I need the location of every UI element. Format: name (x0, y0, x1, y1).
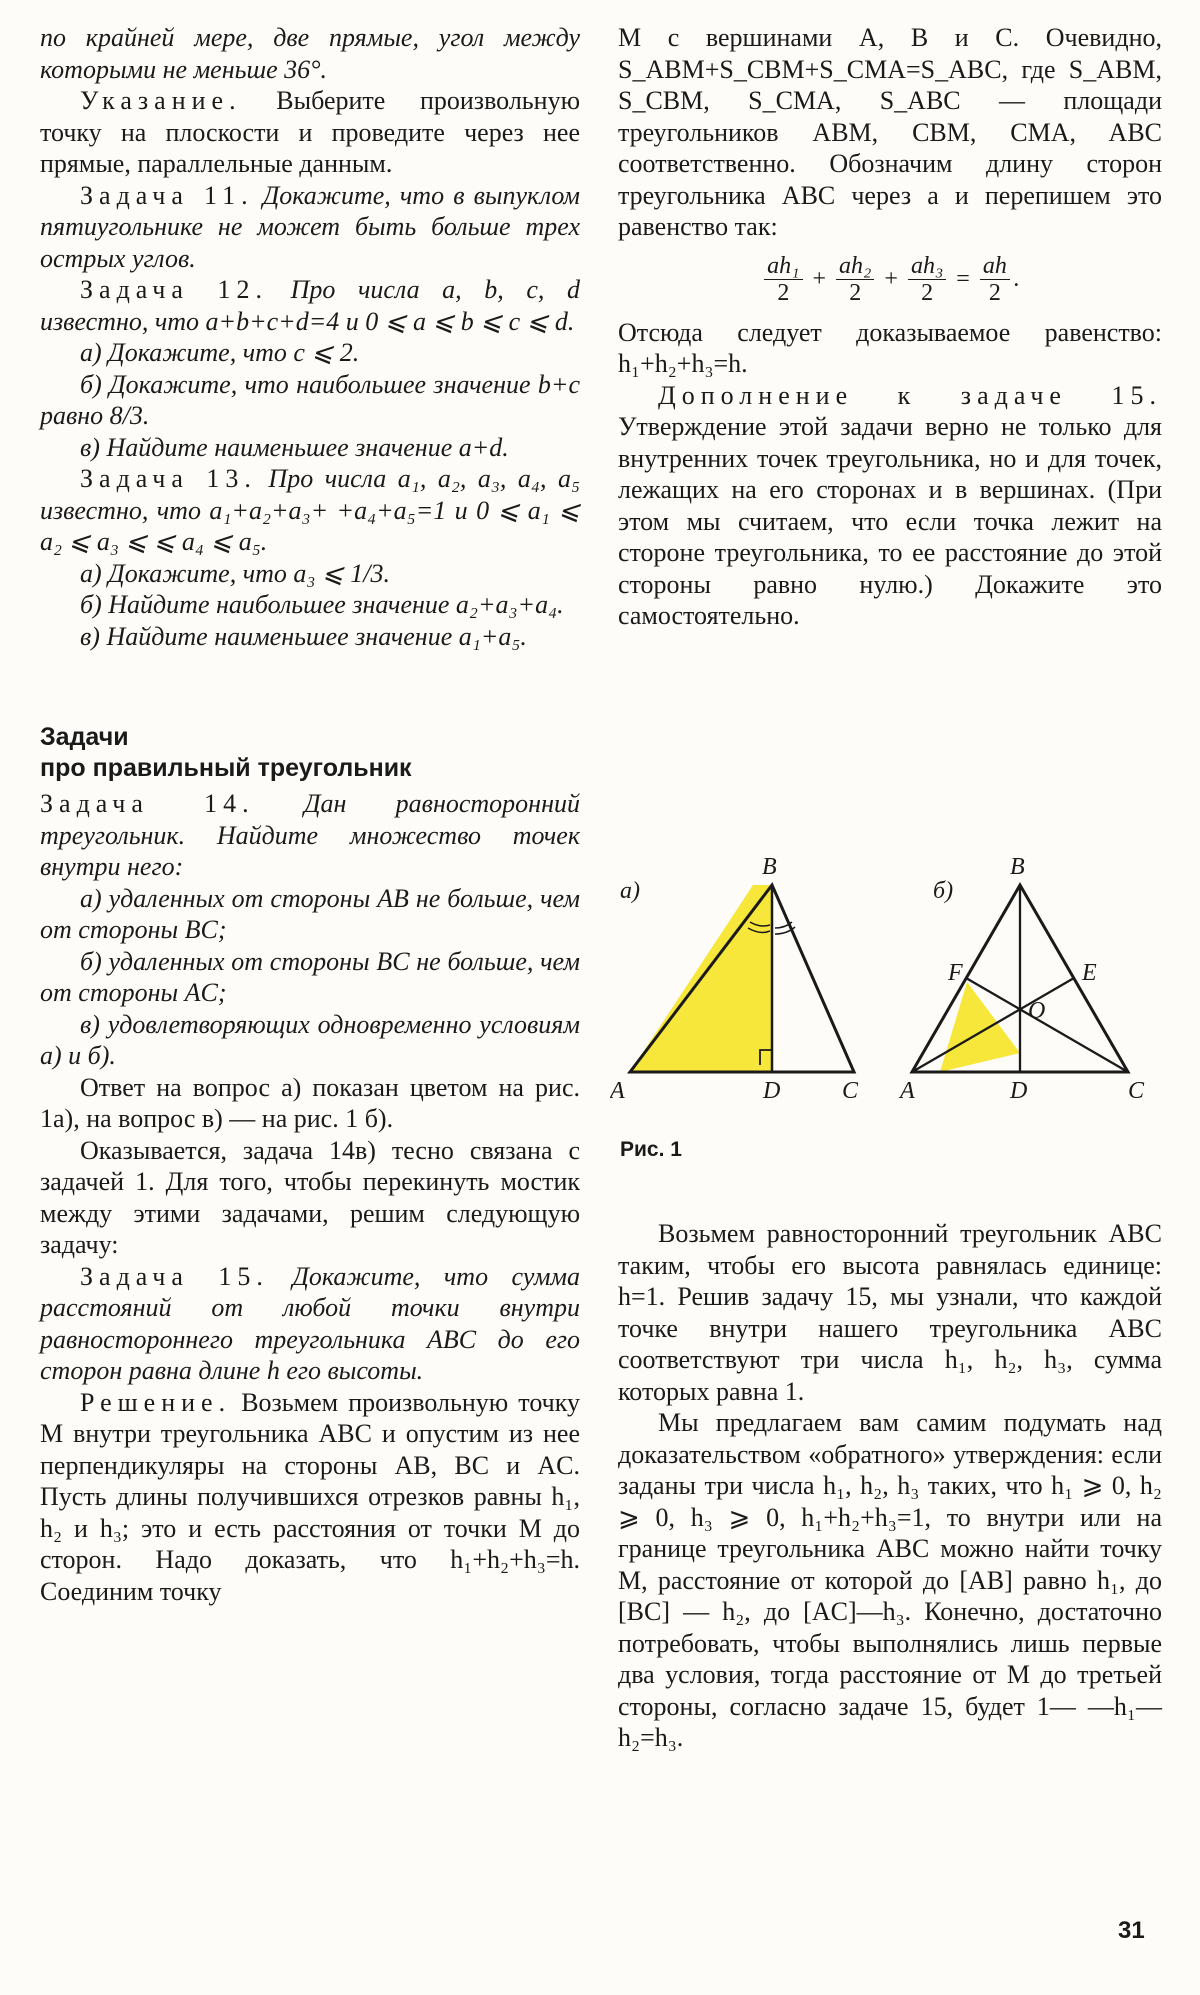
label: Задача 12. (80, 275, 269, 304)
panel-b-shaded-region (940, 982, 1020, 1072)
panel-a-label: а) (620, 878, 640, 904)
text: Докажите, что в выпуклом пятиугольнике не может быть больше трех острых углов. (40, 180, 581, 273)
subitem: а) Докажите, что a₃ ⩽ 1/3. (80, 558, 390, 588)
label: Задача 15. (80, 1261, 269, 1291)
right-column (618, 22, 1162, 632)
period: . (1013, 266, 1020, 292)
addendum (618, 380, 1162, 632)
paragraph: Возьмем равносторонний треугольник ABC таким, чтобы его высота равнялась единице: h=1. Решив задачу 15, мы узнали, что каждой точке внутри нашего треугольника ABC соответствуют три числа h₁, h₂, h₃, сумма которых равна 1. (618, 1219, 1162, 1406)
figure-caption: Рис. 1 (620, 1138, 682, 1161)
section-heading: Задачи (40, 723, 129, 751)
vertex-label-c: C (1128, 1078, 1145, 1104)
subitem: а) удаленных от стороны AB не больше, чем от стороны BC; (40, 883, 580, 944)
paragraph: M с вершинами A, B и C. Очевидно, S_ABM+S_CBM+S_CMA=S_ABC, где S_ABM, S_CBM, S_CMA, S_ABC — площади треугольников ABM, CBM, CMA, ABC соответственно. Обозначим длину сторон треугольника ABC через a и перепишем это равенство так: (618, 23, 1162, 241)
page-number: 31 (1118, 1917, 1145, 1944)
text: Возьмем произвольную точку M внутри треугольника ABC и опустим из нее перпендикуляры на стороны AB, BC и AC. Пусть длины получившихся отрезков равны h₁, h₂ и h₃; это и есть расстояния от точки M до сторон. Надо доказать, что h₁+h₂+h₃=h. Соединим точку (40, 1387, 580, 1606)
numerator: ah₂ (836, 253, 874, 280)
point-label-f: F (948, 960, 963, 986)
vertex-label-a: A (610, 1078, 625, 1104)
paragraph: Отсюда следует доказываемое равенство: h₁+h₂+h₃=h. (618, 317, 1162, 378)
vertex-label-b: B (762, 854, 777, 880)
paragraph (40, 85, 580, 180)
label: Указание. (80, 86, 242, 115)
denominator: 2 (921, 280, 934, 306)
paragraph: Оказывается, задача 14в) тесно связана с задачей 1. Для того, чтобы перекинуть мостик между этими задачами, решим следующую задачу: (40, 1135, 580, 1259)
denominator: 2 (988, 280, 1001, 306)
numerator: ah₁ (764, 253, 802, 280)
fraction (764, 253, 802, 306)
paragraph: Мы предлагаем вам самим подумать над доказательством «обратного» утверждения: если заданы три числа h₁, h₂, h₃ таких, что h₁ ⩾ 0, h₂ ⩾ 0, h₃ ⩾ 0, h₁+h₂+h₃=1, то внутри или на границе треугольника ABC можно найти точку M, расстояние от которой до [AB] равно h₁, до [BC] — h₂, до [AC]—h₃. Конечно, достаточно потребовать, чтобы выполнялись лишь первые два условия, тогда расстояние от M до третьей стороны, согласно задаче 15, будет 1— —h₁—h₂=h₃. (618, 1408, 1162, 1752)
section-heading: про правильный треугольник (40, 754, 412, 782)
point-label-d: D (763, 1078, 781, 1104)
problem-14 (40, 788, 580, 883)
subitem: в) Найдите наименьшее значение a+d. (80, 432, 509, 462)
subitem: б) Докажите, что наибольшее значение b+c равно 8/3. (40, 369, 580, 430)
fraction (836, 253, 874, 306)
panel-b-triangle (898, 854, 1145, 1104)
plus-sign: + (812, 266, 827, 292)
left-column (40, 22, 580, 1607)
subitem: б) Найдите наибольшее значение a₂+a₃+a₄. (80, 590, 564, 619)
text: Выберите произвольную точку на плоскости и проведите через нее прямые, параллельные данным. (40, 86, 581, 178)
vertex-label-c: C (842, 1078, 859, 1104)
problem-15 (40, 1261, 580, 1387)
label: Дополнение к задаче 15. (658, 380, 1162, 410)
label: Задача 11. (80, 180, 254, 210)
numerator: ah₃ (908, 253, 946, 280)
point-label-o: O (1028, 998, 1046, 1024)
vertex-label-a: A (900, 1078, 915, 1104)
label: Задача 14. (40, 789, 255, 818)
paragraph: Ответ на вопрос а) показан цветом на рис. 1а), на вопрос в) — на рис. 1 б). (40, 1072, 580, 1133)
point-label-d: D (1010, 1078, 1028, 1104)
solution (40, 1387, 580, 1608)
point-label-e: E (1082, 960, 1097, 986)
subitem: а) Докажите, что c ⩽ 2. (80, 338, 360, 367)
equals-sign: = (956, 266, 970, 292)
label: Решение. (80, 1387, 232, 1417)
subitem: в) Найдите наименьшее значение a₁+a₅. (80, 621, 527, 651)
text: Докажите, что сумма расстояний от любой точки внутри равностороннего треугольника ABC до его сторон равна длине h его высоты. (40, 1261, 580, 1385)
paragraph: по крайней мере, две прямые, угол между которыми не меньше 36°. (40, 23, 580, 84)
denominator: 2 (777, 280, 790, 306)
plus-sign: + (884, 266, 898, 292)
subitem: в) удовлетворяющих одновременно условиям а) и б). (40, 1009, 580, 1070)
panel-b-label: б) (933, 878, 954, 904)
figure-1 (610, 840, 1170, 1170)
label: Задача 13. (80, 464, 257, 493)
text: Про числа a₁, a₂, a₃, a₄, a₅ известно, что a₁+a₂+a₃+ +a₄+a₅=1 и 0 ⩽ a₁ ⩽ a₂ ⩽ a₃ ⩽ ⩽ a₄ ⩽ a₅. (40, 464, 580, 556)
right-column-lower (618, 1218, 1162, 1754)
text: Утверждение этой задачи верно не только для внутренних точек треугольника, но и для точек, лежащих на его сторонах и в вершинах. (При этом мы считаем, что если точка лежит на стороне треугольника, то ее расстояние до этой стороны равно нулю.) Докажите это самостоятельно. (618, 412, 1162, 630)
numerator: ah (980, 253, 1010, 280)
problem-11 (40, 180, 580, 275)
subitem: б) удаленных от стороны BC не больше, чем от стороны AC; (40, 946, 580, 1007)
panel-a-triangle (610, 854, 859, 1104)
fraction (980, 253, 1010, 306)
vertex-label-b: B (1010, 854, 1025, 880)
problem-13 (40, 463, 580, 558)
text: Про числа a, b, c, d известно, что a+b+c+d=4 и 0 ⩽ a ⩽ b ⩽ c ⩽ d. (40, 275, 580, 336)
denominator: 2 (849, 280, 862, 306)
problem-12 (40, 274, 580, 337)
area-formula (618, 243, 1162, 317)
fraction (908, 253, 946, 306)
text: Дан равносторонний треугольник. Найдите множество точек внутри него: (40, 789, 580, 881)
